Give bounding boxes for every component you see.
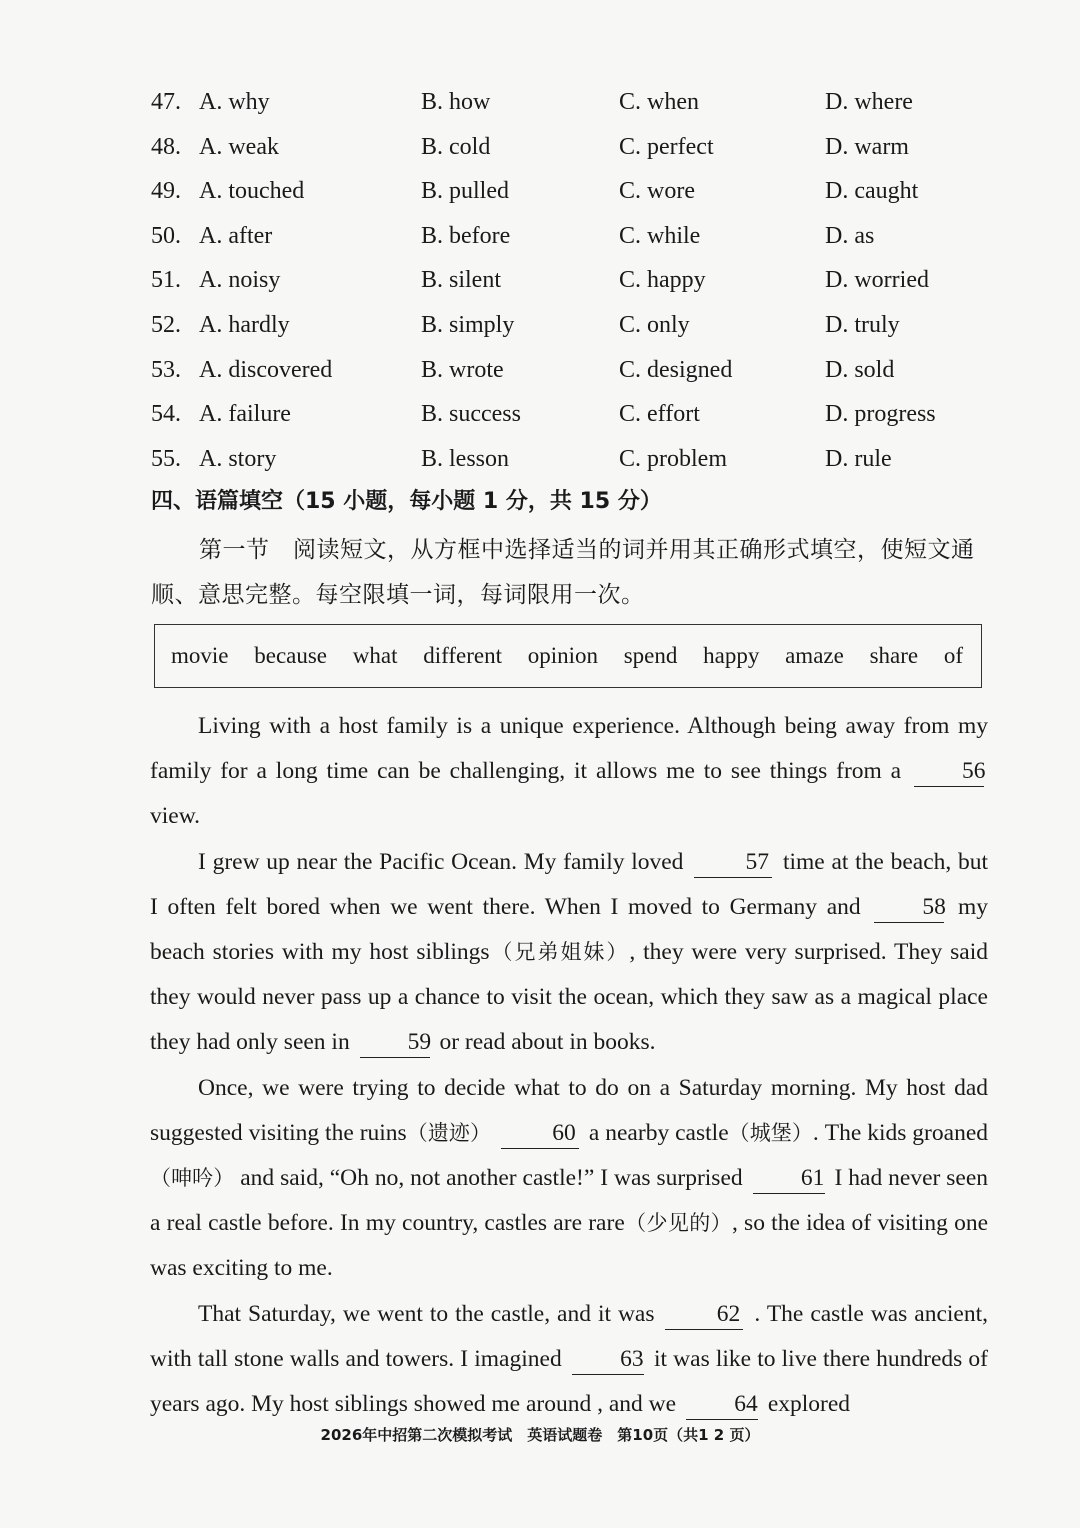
question-number: 51.: [151, 267, 181, 294]
option-d: D. warm: [825, 133, 909, 160]
option-b: B. wrote: [421, 356, 504, 383]
option-a: A. weak: [199, 133, 279, 160]
word-box-item: spend: [623, 643, 678, 668]
question-row: [0, 214, 1080, 259]
question-row: [0, 80, 1080, 125]
question-number: 53.: [151, 356, 181, 383]
text: time at the beach, but I often felt bored when we went there. When I moved to Germany and: [150, 848, 989, 920]
text: or read about in books.: [439, 1029, 656, 1056]
option-c: C. perfect: [619, 133, 714, 160]
question-number: 52.: [151, 311, 181, 338]
word-box-item: different: [423, 643, 502, 668]
text: I grew up near the Pacific Ocean. My family loved: [198, 848, 684, 875]
text: my beach stories with my host siblings: [150, 893, 989, 966]
option-a: A. hardly: [199, 311, 290, 338]
question-row: [0, 392, 1080, 437]
option-d: D. where: [825, 89, 913, 115]
option-c: C. happy: [619, 267, 706, 294]
question-number: 50.: [151, 222, 181, 249]
option-b: B. how: [421, 89, 491, 115]
gloss: （呻吟）: [150, 1166, 235, 1191]
text: it was like to live there hundreds of years ago. My host siblings showed me around , and we: [150, 1345, 988, 1418]
option-a: A. noisy: [199, 267, 281, 294]
gloss: （遗迹）: [406, 1120, 492, 1145]
question-row: [0, 437, 1080, 482]
question-row: [0, 169, 1080, 214]
word-box: [154, 624, 982, 688]
question-number: 48.: [151, 133, 181, 160]
text: . The castle was ancient, with tall stone walls and towers. I imagined: [150, 1300, 988, 1372]
blank-59: 59: [360, 1027, 430, 1058]
question-number: 54.: [151, 401, 181, 428]
option-c: C. only: [619, 311, 690, 338]
multiple-choice-list: [0, 80, 1080, 481]
word-box-item: share: [869, 643, 919, 668]
option-d: D. rule: [825, 445, 892, 472]
text: , they were very surprised. They said they would never pass up a chance to visit the ocean, which they saw as a magical place they had only seen in: [150, 939, 989, 1056]
question-number: 47.: [151, 89, 181, 115]
text: explored: [767, 1391, 851, 1418]
option-d: D. sold: [825, 356, 895, 383]
blank-62: 62: [665, 1299, 743, 1330]
option-d: D. caught: [825, 178, 919, 205]
blank-57: 57: [694, 847, 772, 878]
option-d: D. as: [825, 222, 875, 249]
question-number: 55.: [151, 445, 181, 472]
option-c: C. problem: [619, 445, 727, 472]
word-box-item: of: [943, 643, 963, 668]
word-box-item: happy: [703, 643, 760, 668]
paragraph-3: [150, 1066, 988, 1292]
option-a: A. discovered: [199, 356, 333, 383]
option-a: A. after: [199, 222, 273, 249]
question-row: [0, 125, 1080, 170]
paragraph-1: [150, 704, 988, 840]
option-b: B. before: [421, 222, 511, 249]
paragraph-2: [150, 840, 988, 1066]
word-box-item: because: [254, 643, 328, 668]
option-d: D. worried: [825, 267, 929, 294]
text: , so the idea of visiting one was exciting to me.: [150, 1210, 989, 1282]
word-box-item: what: [352, 643, 398, 668]
section-title: 四、语篇填空（15 小题，每小题 1 分，共 15 分）: [151, 489, 662, 514]
option-b: B. cold: [421, 133, 491, 160]
gloss: （城堡）: [728, 1120, 813, 1145]
option-b: B. silent: [421, 267, 502, 294]
option-b: B. simply: [421, 311, 515, 338]
option-c: C. while: [619, 222, 701, 249]
option-b: B. pulled: [421, 178, 509, 205]
option-b: B. lesson: [421, 445, 510, 472]
question-number: 49.: [151, 178, 181, 205]
text: . The kids groaned: [812, 1119, 988, 1146]
section-instruction: 第一节 阅读短文，从方框中选择适当的词并用其正确形式填空，使短文通顺、意思完整。每空限填一词，每词限用一次。: [151, 537, 975, 608]
gloss: （兄弟姐妹）: [489, 940, 630, 965]
option-a: A. failure: [199, 401, 291, 428]
option-a: A. why: [199, 89, 270, 115]
blank-61: 61: [753, 1163, 825, 1194]
text: view.: [150, 803, 201, 830]
option-c: C. effort: [619, 401, 700, 428]
text: That Saturday, we went to the castle, and it was: [198, 1300, 655, 1327]
blank-63: 63: [572, 1344, 644, 1375]
text: and said, “Oh no, not another castle!” I was surprised: [240, 1165, 743, 1192]
question-row: [0, 303, 1080, 348]
paragraph-4: [150, 1292, 988, 1428]
word-box-item: amaze: [785, 643, 844, 668]
gloss: （少见的）: [624, 1211, 732, 1236]
passage: [150, 704, 988, 1427]
option-d: D. truly: [825, 311, 900, 338]
word-box-item: opinion: [527, 643, 598, 668]
option-a: A. touched: [199, 178, 305, 205]
blank-56: 56: [914, 756, 984, 787]
page-footer: 2026年中招第二次模拟考试 英语试题卷 第10页（共1 2 页）: [320, 1426, 760, 1444]
blank-58: 58: [874, 892, 944, 923]
word-box-item: movie: [171, 643, 229, 668]
text: a nearby castle: [588, 1119, 729, 1146]
option-c: C. wore: [619, 178, 695, 205]
question-row: [0, 258, 1080, 303]
text: Once, we were trying to decide what to do on a Saturday morning. My host dad suggested visiting the ruins: [150, 1074, 988, 1146]
question-row: [0, 348, 1080, 393]
option-c: C. designed: [619, 356, 733, 383]
blank-60: 60: [501, 1118, 579, 1149]
option-a: A. story: [199, 445, 277, 472]
text: Living with a host family is a unique experience. Although being away from my family for a long time can be challenging, it allows me to see things from a: [150, 713, 988, 785]
option-b: B. success: [421, 401, 521, 428]
text: I had never seen a real castle before. In my country, castles are rare: [150, 1165, 989, 1237]
blank-64: 64: [686, 1389, 758, 1420]
option-d: D. progress: [825, 401, 936, 428]
option-c: C. when: [619, 89, 699, 115]
